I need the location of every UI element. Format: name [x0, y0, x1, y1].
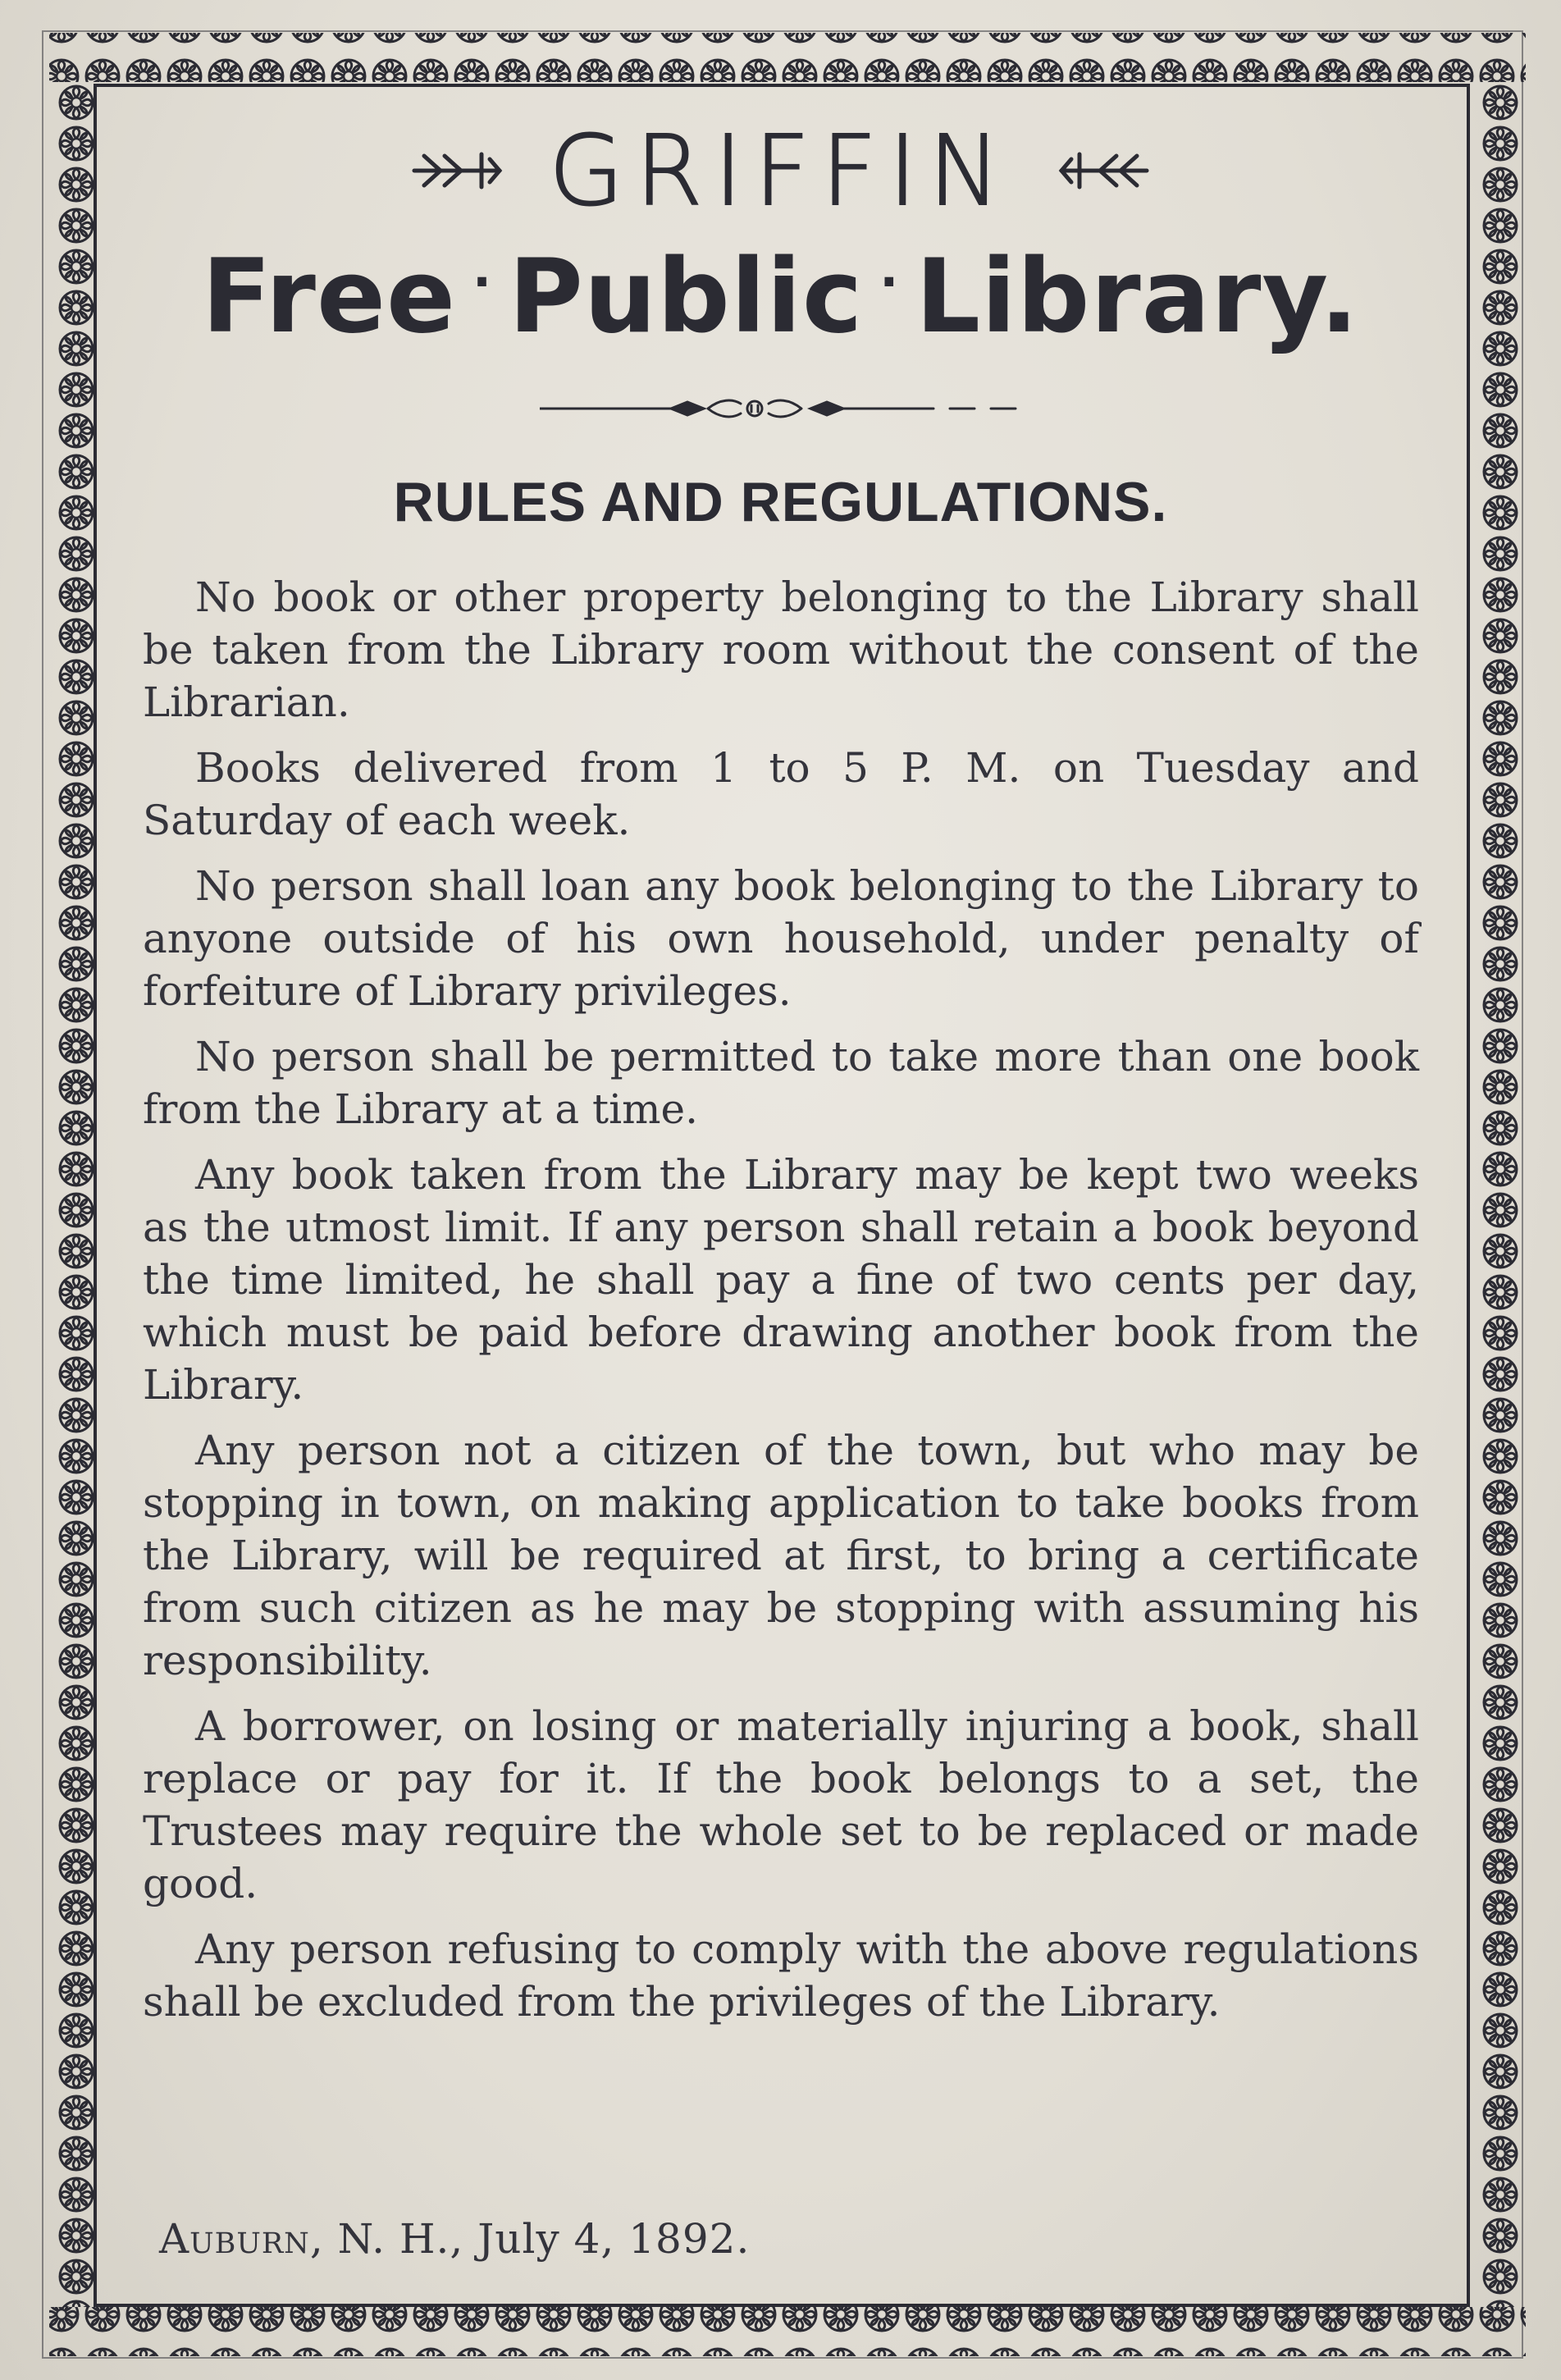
subtitle-word-library: Library. [915, 238, 1359, 356]
rule-paragraph: No person shall loan any book belonging to the Library to anyone outside of his own household, under penalty of forfeiture of Library privileges. [143, 862, 1419, 1015]
subtitle-separator: · [472, 254, 492, 311]
place-name: Auburn [159, 2215, 310, 2263]
right-flourish-icon [1055, 146, 1153, 195]
left-flourish-icon [408, 146, 506, 195]
library-subtitle [97, 238, 1464, 356]
content-area [97, 89, 1464, 2304]
rule-paragraph: Any person refusing to comply with the above regulations shall be excluded from the privileges of the Library. [143, 1925, 1419, 2026]
subtitle-separator: · [879, 254, 900, 311]
rule-paragraph: Books delivered from 1 to 5 P. M. on Tuesday and Saturday of each week. [143, 744, 1419, 844]
rule-paragraph: A borrower, on losing or materially injuring a book, shall replace or pay for it. If the book belongs to a set, the Trustees may require the whole set to be replaced or made good. [143, 1702, 1419, 1907]
subtitle-word-free: Free [202, 238, 457, 356]
rule-paragraph: No person shall be permitted to take more than one book from the Library at a time. [143, 1033, 1419, 1133]
ornamental-divider-icon [540, 392, 1032, 425]
subtitle-word-public: Public [508, 238, 864, 356]
rules-list [143, 571, 1419, 2041]
library-name-heading [97, 113, 1464, 227]
rule-paragraph: No book or other property belonging to the Library shall be taken from the Library room without the consent of the Librarian. [143, 573, 1419, 726]
rule-paragraph: Any book taken from the Library may be kept two weeks as the utmost limit. If any person shall retain a book beyond the time limited, he shall pay a fine of two cents per day, which must be paid before drawing another book from the Library. [143, 1151, 1419, 1409]
rule-paragraph: Any person not a citizen of the town, but who may be stopping in town, on making application to take books from the Library, will be required at first, to bring a certificate from such citizen as he may be stopping with assuming his responsibility. [143, 1427, 1419, 1684]
date-text: , N. H., July 4, 1892. [309, 2215, 751, 2263]
date-line [159, 2215, 750, 2263]
rules-heading: RULES AND REGULATIONS. [393, 471, 1168, 533]
library-name: GRIFFIN [548, 113, 1013, 227]
